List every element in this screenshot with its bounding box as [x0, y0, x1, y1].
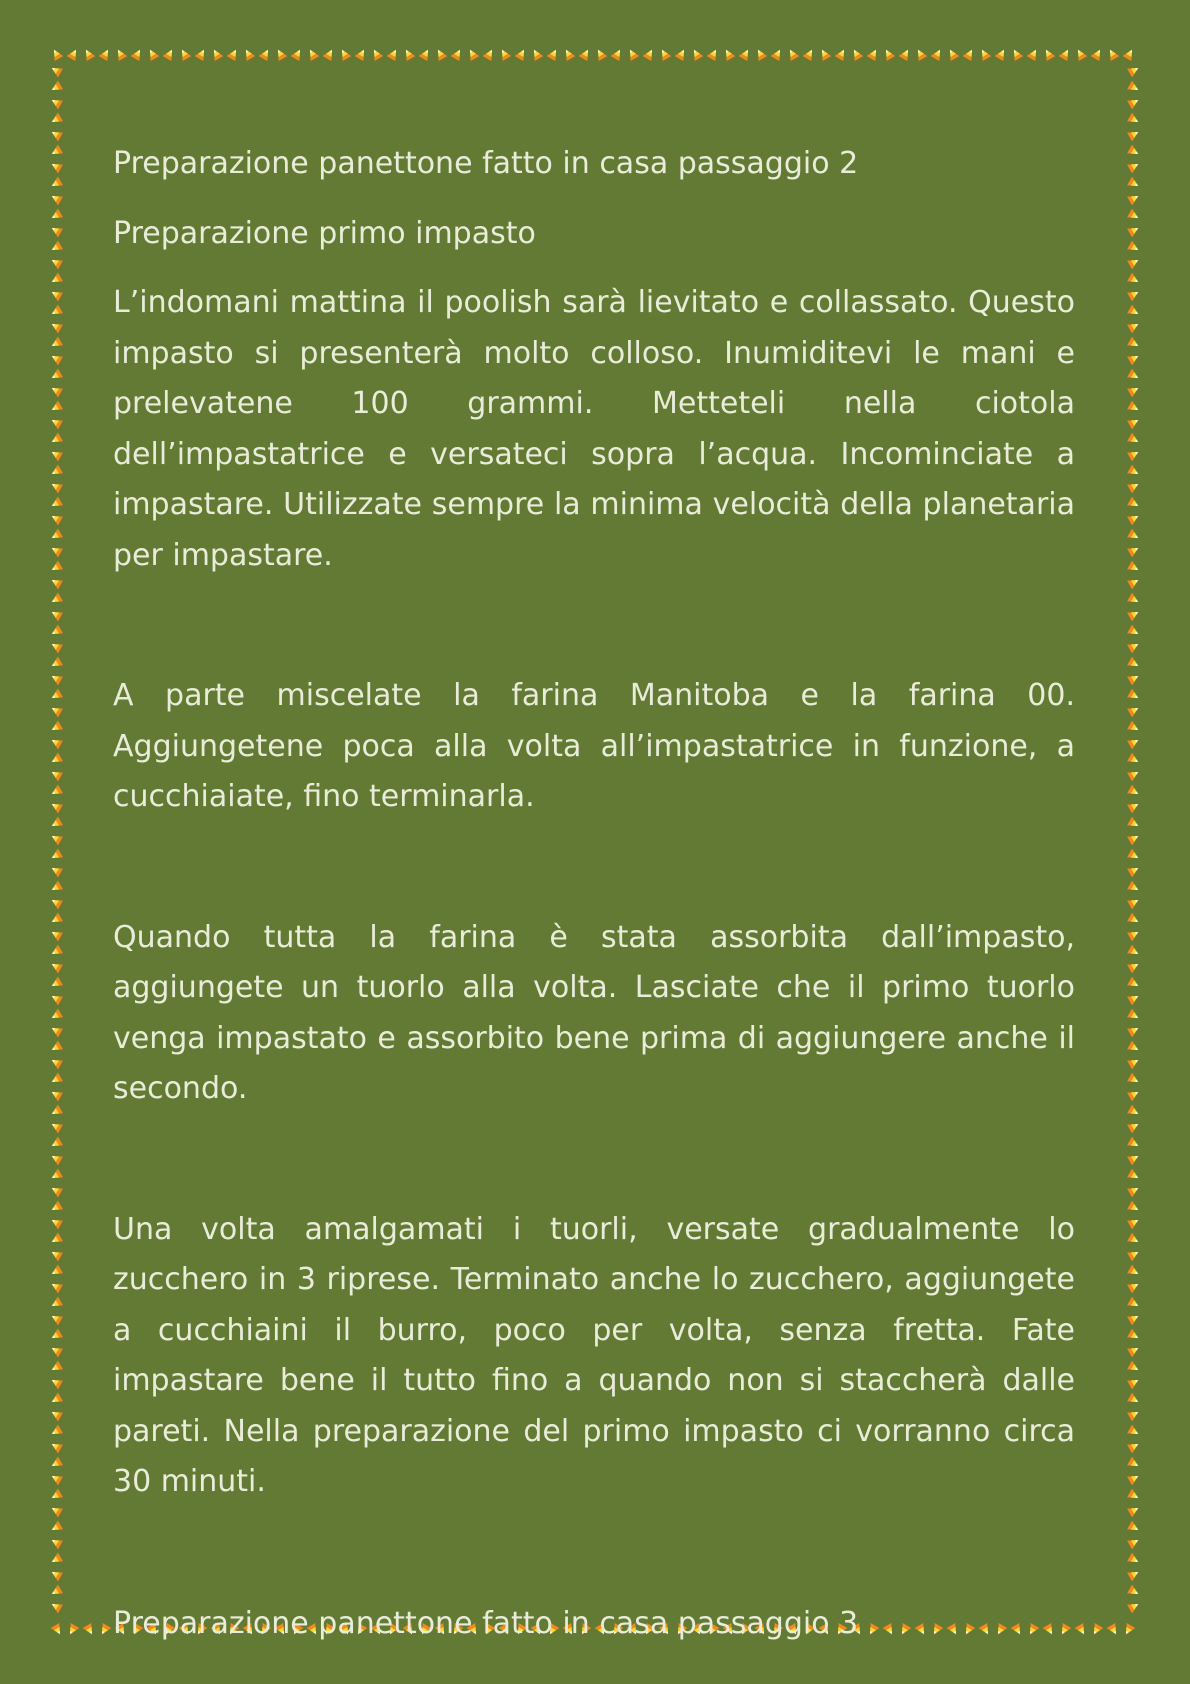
- step-3-heading: Preparazione panettone fatto in casa passaggio 3: [113, 1605, 859, 1641]
- paragraph-1: L’indomani mattina il poolish sarà lievitato e collassato. Questo impasto si presenterà molto colloso. Inumiditevi le mani e prelevatene 100 grammi. Metteteli nella ciotola dell’impastatrice e versateci sopra l’acqua. Incominciate a impastare. Utilizzate sempre la minima velocità della planetaria per impastare.: [113, 285, 1075, 573]
- paragraph-2: A parte miscelate la farina Manitoba e la farina 00. Aggiungetene poca alla volta all’impastatrice in funzione, a cucchiaiate, fino terminarla.: [113, 678, 1075, 814]
- document-body: [113, 138, 1075, 1650]
- step-2-heading: Preparazione panettone fatto in casa passaggio 2: [113, 146, 859, 181]
- paragraph-3: Quando tutta la farina è stata assorbita dall’impasto, aggiungete un tuorlo alla volta. Lasciate che il primo tuorlo venga impastato e assorbito bene prima di aggiungere anche il secondo.: [113, 919, 1075, 1106]
- subheading: Preparazione primo impasto: [113, 216, 536, 251]
- paragraph-4: Una volta amalgamati i tuorli, versate gradualmente lo zucchero in 3 riprese. Terminato anche lo zucchero, aggiungete a cucchiaini il burro, poco per volta, senza fretta. Fate impastare bene il tutto fino a quando non si staccherà dalle pareti. Nella preparazione del primo impasto ci vorranno circa 30 minuti.: [113, 1211, 1075, 1499]
